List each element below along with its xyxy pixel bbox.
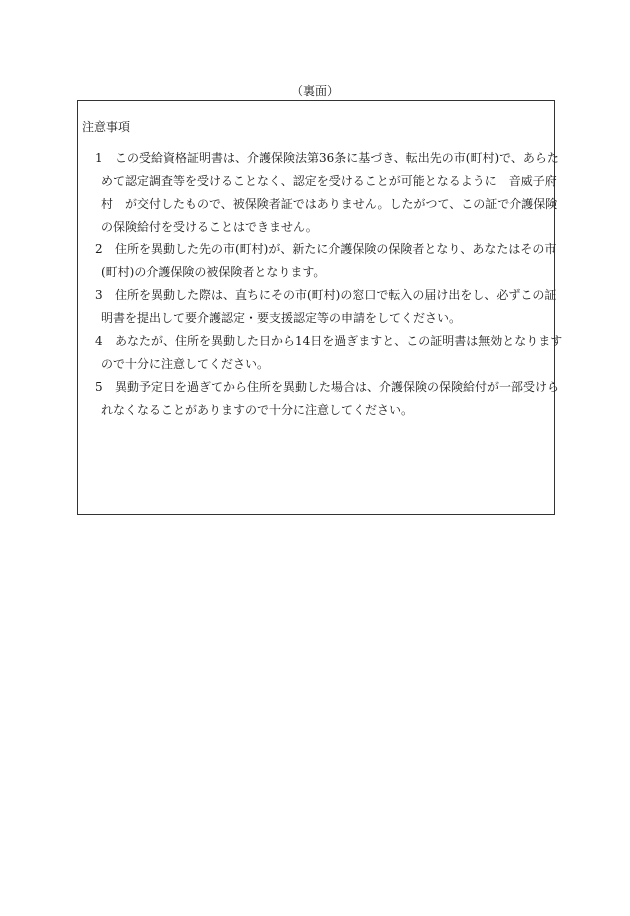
note-2-line-2: (町村)の介護保険の被保険者となります。 xyxy=(101,265,326,279)
note-5-line-1: 異動予定日を過ぎてから住所を異動した場合は、介護保険の保険給付が一部受けら xyxy=(115,380,560,394)
note-1-line-3: 村 が交付したもので、被保険者証ではありません。したがつて、この証で介護保険 xyxy=(101,197,558,211)
note-2-line-1: 住所を異動した先の市(町村)が、新たに介護保険の保険者となり、あなたはその市 xyxy=(115,242,557,256)
page-heading: （裏面） xyxy=(290,84,339,98)
note-4-line-1: あなたが、住所を異動した日から14日を過ぎますと、この証明書は無効となります xyxy=(115,334,563,348)
note-1-line-2: めて認定調査等を受けることなく、認定を受けることが可能となるように 音威子府 xyxy=(101,174,557,188)
notes-box xyxy=(77,100,563,515)
note-4-line-2: ので十分に注意してください。 xyxy=(101,357,270,371)
note-2-number: 2 xyxy=(95,242,103,256)
notes-title: 注意事項 xyxy=(82,120,131,134)
note-5-line-2: れなくなることがありますので十分に注意してください。 xyxy=(101,403,414,417)
note-3-line-1: 住所を異動した際は、直ちにその市(町村)の窓口で転入の届け出をし、必ずこの証 xyxy=(115,288,557,302)
note-1-number: 1 xyxy=(95,151,103,165)
note-1-line-4: の保険給付を受けることはできません。 xyxy=(101,220,318,234)
note-1-line-1: この受給資格証明書は、介護保険法第36条に基づき、転出先の市(町村)で、あらた xyxy=(115,151,559,165)
note-5-number: 5 xyxy=(95,380,103,394)
note-3-line-2: 明書を提出して要介護認定・要支援認定等の申請をしてください。 xyxy=(101,311,462,325)
note-4-number: 4 xyxy=(95,334,103,348)
note-3-number: 3 xyxy=(95,288,103,302)
